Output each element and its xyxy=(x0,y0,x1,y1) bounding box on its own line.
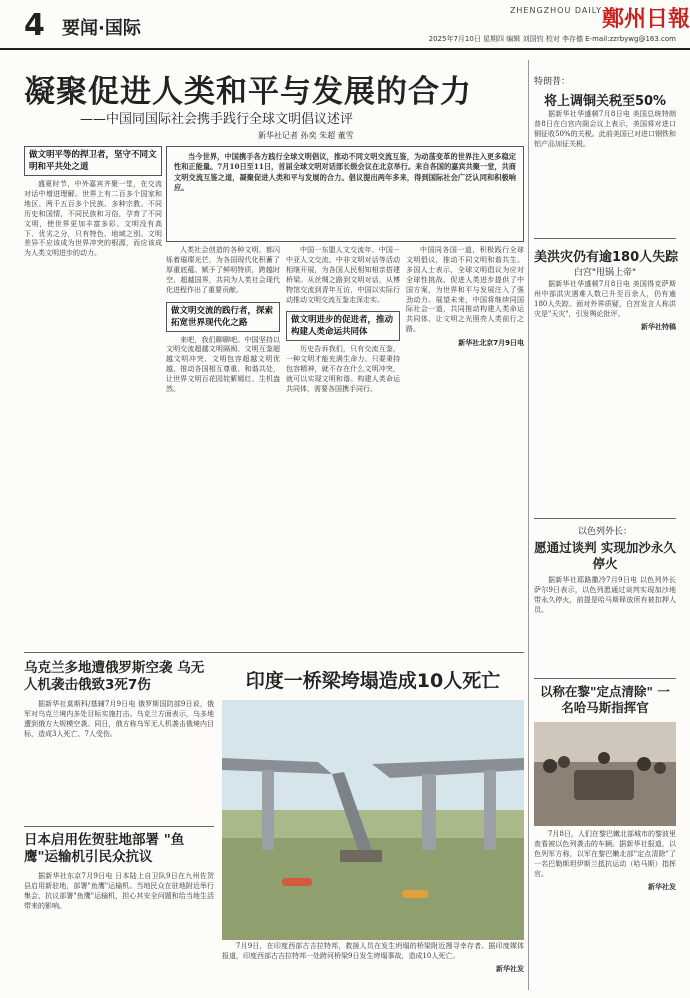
right-rule-2 xyxy=(534,518,676,519)
lead-intro-box xyxy=(166,146,524,242)
article-column-2 xyxy=(166,246,280,646)
column-3-text-2: 历史告诉我们，只有交流互鉴，一种文明才能充满生命力。只要秉持包容精神，就不存在什么文明冲突，就可以实现文明和谐。构建人类命运共同体，需要各国携手同行。 xyxy=(286,345,400,394)
news-japan-body xyxy=(24,872,214,990)
news-ukraine-headline: 乌克兰多地遭俄罗斯空袭 乌无人机袭击俄致3死7伤 xyxy=(24,660,205,693)
lebanon-credit: 新华社发 xyxy=(648,882,676,891)
section-title: 要闻·国际 xyxy=(62,18,141,39)
photo-headline: 印度一桥梁垮塌造成10人死亡 xyxy=(245,670,501,692)
news-rule xyxy=(24,826,214,827)
bridge-collapse-photo xyxy=(222,700,524,940)
page-number: 4 xyxy=(24,8,45,43)
lead-byline: 新华社记者 孙奕 朱超 董雪 xyxy=(258,131,354,140)
page-header xyxy=(0,0,690,50)
column-2-text: 人类社会创造的各种文明，都闪烁着璀璨光芒，为各国现代化积蓄了厚重底蕴、赋予了鲜明特质，跨越时空、超越国界，共同为人类社会现代化进程作出了重要贡献。 xyxy=(166,246,280,294)
paper-english-name: ZHENGZHOU DAILY xyxy=(509,6,602,15)
lead-dateline: 新华社北京7月9日电 xyxy=(458,339,524,348)
gaza-headline: 愿通过谈判 实现加沙永久停火 xyxy=(534,540,676,571)
section-heading-3: 做文明进步的促进者，推动构建人类命运共同体 xyxy=(286,311,400,341)
column-1-text: 盛夏时节，中外嘉宾齐聚一堂，在交流对话中增进理解。世界上有二百多个国家和地区、两千五百多个民族、多种宗教。不同历史和国情，不同民族和习俗，孕育了不同文明，使世界更加丰富多彩。文明没有高下、优劣之分，只有特色、地域之别。文明差异不应该成为世界冲突的根源，而应该成为人类文明进步的动力。 xyxy=(24,180,162,258)
flood-body xyxy=(534,280,676,516)
flood-headline: 美洪灾仍有逾180人失踪 xyxy=(534,250,679,265)
news-ukraine-body xyxy=(24,700,214,820)
article-column-3 xyxy=(286,246,400,646)
copper-kicker: 特朗普： xyxy=(534,77,571,87)
column-4-text: 中国同各国一道，积极践行全球文明倡议，推动不同文明和谐共生。多国人士表示，全球文明倡议为应对全球性挑战、促进人类进步提供了中国方案，为世界和平与发展注入了强劲动力。展望未来，中国将继续同国际社会一道，共同推动构建人类命运共同体，让文明之光照亮人类前行之路。 xyxy=(406,246,524,334)
gaza-text: 据新华社耶路撒冷7月9日电 以色列外长萨尔9日表示，以色列愿通过谈判实现加沙地带永久停火，前提是哈马斯释放所有被扣押人员。 xyxy=(534,576,676,614)
section-heading-1: 做文明平等的捍卫者，坚守不同文明和平共处之道 xyxy=(24,146,162,176)
flood-credit: 新华社特稿 xyxy=(641,322,676,331)
gaza-kicker: 以色列外长： xyxy=(577,527,632,537)
bridge-illustration xyxy=(222,700,524,940)
crowd-illustration xyxy=(534,722,676,826)
lead-headline: 凝聚促进人类和平与发展的合力 xyxy=(24,74,472,110)
photo-credit: 新华社发 xyxy=(496,964,524,973)
photo-caption xyxy=(222,942,524,990)
column-3-text: 中国一东盟人文交流年、中国－中亚人文交流、中非文明对话等活动相继开展，为各国人民相知相亲搭建桥梁。从丝绸之路到文明对话，从博物馆交流到青年互访，中国以实际行动推动文明交流互鉴走深走实。 xyxy=(286,246,400,304)
lead-subheadline: ——中国同国际社会携手践行全球文明倡议述评 xyxy=(80,112,354,127)
paper-logo: 鄭州日報 xyxy=(601,6,690,32)
article-column-1 xyxy=(24,146,162,646)
photo-caption-text: 7月9日，在印度西部古吉拉特邦，救援人员在发生坍塌的桥梁附近搜寻幸存者。据印度媒体报道，印度西部古吉拉特邦一处跨河桥梁9日发生垮塌事故，造成10人死亡。 xyxy=(222,942,524,960)
lead-intro-text: 当今世界，中国携手各方践行全球文明倡议，推动不同文明交流互鉴，为动荡变革的世界注入更多稳定性和正能量。7月10日至11日，首届全球文明对话部长级会议在北京举行。来自各国的嘉宾共聚一堂，共商文明交流互鉴之道，凝聚促进人类和平与发展的合力。倡议提出两年多来，得到国际社会广泛认同和积极响应。 xyxy=(174,152,516,193)
lebanon-headline: 以称在黎"定点清除" 一名哈马斯指挥官 xyxy=(540,684,670,715)
issue-info: 2025年7月10日 星期四 编辑 刘国钧 校对 李存德 E-mail:zzrbywg@163.com xyxy=(428,35,676,43)
lebanon-photo xyxy=(534,722,676,826)
copper-headline: 将上调铜关税至50% xyxy=(543,94,667,109)
news-japan-headline: 日本启用佐贺驻地部署 "鱼鹰"运输机引民众抗议 xyxy=(24,832,185,865)
section-rule xyxy=(24,652,524,653)
news-japan-text: 据新华社东京7月9日电 日本陆上自卫队9日在九州佐贺县启用新驻地，部署"鱼鹰"运输机。当地民众在驻地附近举行集会，抗议部署"鱼鹰"运输机，担心其安全问题和给当地生活带来的影响。 xyxy=(24,872,214,910)
copper-body xyxy=(534,110,676,230)
section-heading-2: 做文明交流的践行者，探索拓宽世界现代化之路 xyxy=(166,302,280,332)
flood-text: 据新华社华盛顿7月8日电 美国得克萨斯州中部洪灾遇难人数已升至百余人，仍有逾180人失踪。面对外界质疑，白宫发言人称洪灾是"天灾"，引发舆论批评。 xyxy=(534,280,676,318)
lebanon-body xyxy=(534,830,676,990)
column-2-text-2: 来吧，我们聊聊吧。中国坚持以文明交流超越文明隔阂、文明互鉴超越文明冲突、文明包容超越文明优越，推动各国相互尊重、和谐共处，让世界文明百花园姹紫嫣红、生机盎然。 xyxy=(166,335,280,394)
lebanon-text: 7月8日，人们在黎巴嫩北部城市的黎波里查看被以色列袭击的车辆。据新华社报道，以色列军方称，以军在黎巴嫩北部"定点清除"了一名巴勒斯坦伊斯兰抵抗运动（哈马斯）指挥官。 xyxy=(534,830,676,878)
article-column-4 xyxy=(406,246,524,646)
copper-text: 据新华社华盛顿7月8日电 美国总统特朗普8日在白宫内阁会议上表示，美国将对进口铜征收50%的关税。此前美国已对进口钢铁和铝产品加征关税。 xyxy=(534,110,676,148)
gaza-body xyxy=(534,576,676,674)
flood-subheadline: 白宫"甩锅上帝" xyxy=(573,268,637,278)
column-divider xyxy=(528,60,529,990)
right-rule-1 xyxy=(534,238,676,239)
right-rule-3 xyxy=(534,678,676,679)
news-ukraine-text: 据新华社莫斯科/基辅7月9日电 俄罗斯国防部9日说，俄军对乌克兰境内多处目标实施打击。乌克兰方面表示，乌多地遭到俄方大规模空袭。同日，俄方称乌军无人机袭击俄境内目标，造成3人死亡、7人受伤。 xyxy=(24,700,214,738)
